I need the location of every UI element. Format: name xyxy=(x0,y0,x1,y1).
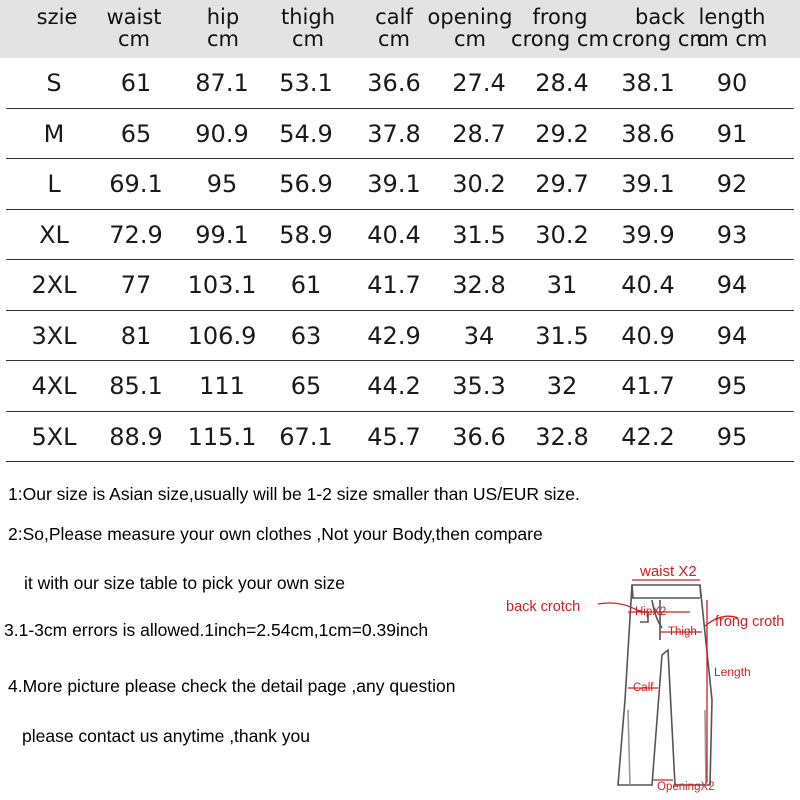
cell-hip: 103.1 xyxy=(187,271,257,299)
note-1: 1:Our size is Asian size,usually will be 1-2 size smaller than US/EUR size. xyxy=(8,484,580,504)
cell-hip: 87.1 xyxy=(195,69,249,97)
cell-thigh: 61 xyxy=(290,271,322,299)
header-thigh: thigh cm xyxy=(280,5,336,51)
cell-size: XL xyxy=(39,220,69,249)
cell-waist: 88.9 xyxy=(109,422,163,451)
cell-waist: 65 xyxy=(120,119,152,148)
note-2-cont: it with our size table to pick your own size xyxy=(24,573,345,593)
cell-length: 95 xyxy=(716,372,748,400)
table-row xyxy=(0,260,800,311)
cell-frong-crotch: 31 xyxy=(546,271,578,299)
label-back-crotch: back crotch xyxy=(506,599,581,615)
cell-frong-crotch: 30.2 xyxy=(535,220,589,249)
label-frong-croth: frong croth xyxy=(715,614,785,630)
cell-calf: 41.7 xyxy=(367,271,421,299)
label-waist: waist X2 xyxy=(640,563,697,580)
cell-opening: 27.4 xyxy=(452,69,506,97)
cell-back-crotch: 40.4 xyxy=(621,271,675,299)
cell-waist: 69.1 xyxy=(109,170,163,198)
cell-size: 5XL xyxy=(31,422,77,451)
table-row xyxy=(0,58,800,109)
note-3: 3.1-3cm errors is allowed.1inch=2.54cm,1cm=0.39inch xyxy=(4,620,429,640)
cell-hip: 111 xyxy=(199,372,245,400)
header-calf: calf cm xyxy=(375,5,413,51)
table-row xyxy=(0,109,800,160)
cell-waist: 77 xyxy=(120,271,152,299)
cell-frong-crotch: 29.7 xyxy=(535,170,589,198)
cell-hip: 106.9 xyxy=(187,321,257,350)
cell-thigh: 58.9 xyxy=(279,220,333,249)
header-hip: hip cm xyxy=(206,5,240,51)
header-opening: opening cm xyxy=(427,5,513,51)
cell-calf: 37.8 xyxy=(367,119,421,148)
cell-back-crotch: 38.1 xyxy=(621,69,675,97)
cell-frong-crotch: 31.5 xyxy=(535,321,589,350)
cell-waist: 81 xyxy=(120,321,152,350)
cell-frong-crotch: 32 xyxy=(546,372,578,400)
header-waist: waist cm xyxy=(106,5,162,51)
header-size: szie xyxy=(36,5,78,29)
table-row xyxy=(0,412,800,463)
label-hip: HipX2 xyxy=(635,606,667,618)
cell-length: 94 xyxy=(716,271,748,299)
cell-opening: 34 xyxy=(463,321,495,350)
cell-waist: 85.1 xyxy=(109,372,163,400)
note-4-cont: please contact us anytime ,thank you xyxy=(22,726,310,746)
cell-size: 3XL xyxy=(31,321,77,350)
cell-hip: 95 xyxy=(206,170,238,198)
cell-thigh: 65 xyxy=(290,372,322,400)
cell-length: 91 xyxy=(716,119,748,148)
cell-thigh: 63 xyxy=(290,321,322,350)
table-row xyxy=(0,159,800,210)
cell-back-crotch: 42.2 xyxy=(621,422,675,451)
note-2: 2:So,Please measure your own clothes ,Not your Body,then compare xyxy=(8,524,543,544)
cell-calf: 44.2 xyxy=(367,372,421,400)
label-calf: Calf xyxy=(633,682,654,694)
header-frong-crotch: frong crong cm xyxy=(511,5,609,51)
cell-opening: 32.8 xyxy=(452,271,506,299)
cell-size: L xyxy=(47,170,61,198)
cell-hip: 90.9 xyxy=(195,119,249,148)
cell-waist: 61 xyxy=(120,69,152,97)
cell-frong-crotch: 29.2 xyxy=(535,119,589,148)
cell-size: 4XL xyxy=(31,372,77,400)
cell-length: 93 xyxy=(716,220,748,249)
cell-opening: 30.2 xyxy=(452,170,506,198)
cell-thigh: 53.1 xyxy=(279,69,333,97)
cell-hip: 115.1 xyxy=(187,422,257,451)
table-row xyxy=(0,210,800,261)
cell-calf: 42.9 xyxy=(367,321,421,350)
header-back-crotch: back crong cm xyxy=(612,5,710,51)
table-row xyxy=(0,311,800,362)
cell-calf: 45.7 xyxy=(367,422,421,451)
cell-thigh: 67.1 xyxy=(279,422,333,451)
cell-calf: 39.1 xyxy=(367,170,421,198)
label-thigh: Thigh xyxy=(668,626,697,638)
cell-calf: 40.4 xyxy=(367,220,421,249)
cell-waist: 72.9 xyxy=(109,220,163,249)
cell-back-crotch: 38.6 xyxy=(621,119,675,148)
cell-thigh: 54.9 xyxy=(279,119,333,148)
table-header xyxy=(0,0,800,58)
cell-opening: 28.7 xyxy=(452,119,506,148)
cell-frong-crotch: 28.4 xyxy=(535,69,589,97)
cell-opening: 35.3 xyxy=(452,372,506,400)
cell-frong-crotch: 32.8 xyxy=(535,422,589,451)
cell-back-crotch: 40.9 xyxy=(621,321,675,350)
row-divider xyxy=(6,461,794,462)
cell-length: 95 xyxy=(716,422,748,451)
pants-measurement-diagram xyxy=(490,555,800,800)
label-length: Length xyxy=(714,665,751,679)
cell-size: M xyxy=(43,119,65,148)
cell-size: S xyxy=(46,69,62,97)
cell-opening: 36.6 xyxy=(452,422,506,451)
cell-back-crotch: 41.7 xyxy=(621,372,675,400)
measurement-lines xyxy=(598,580,738,782)
cell-length: 92 xyxy=(716,170,748,198)
cell-back-crotch: 39.9 xyxy=(621,220,675,249)
cell-thigh: 56.9 xyxy=(279,170,333,198)
cell-size: 2XL xyxy=(31,271,77,299)
note-4: 4.More picture please check the detail page ,any question xyxy=(8,676,456,696)
cell-calf: 36.6 xyxy=(367,69,421,97)
cell-hip: 99.1 xyxy=(195,220,249,249)
cell-length: 90 xyxy=(716,69,748,97)
cell-length: 94 xyxy=(716,321,748,350)
label-opening: OpeningX2 xyxy=(657,781,715,793)
header-length: length cm cm xyxy=(696,5,768,51)
table-row xyxy=(0,361,800,412)
cell-opening: 31.5 xyxy=(452,220,506,249)
cell-back-crotch: 39.1 xyxy=(621,170,675,198)
